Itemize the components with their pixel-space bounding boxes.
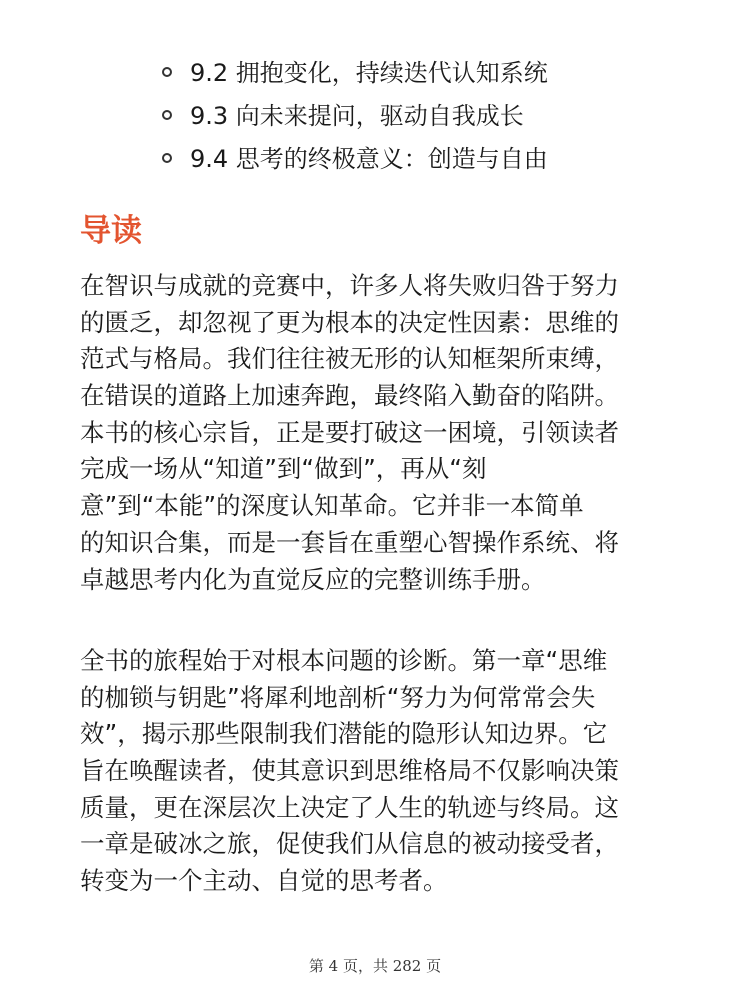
toc-item-label: 9.4 思考的终极意义：创造与自由 (190, 145, 548, 173)
text-line: 的知识合集，而是一套旨在重塑心智操作系统、将 (80, 527, 619, 557)
text-line: 在错误的道路上加速奔跑，最终陷入勤奋的陷阱。 (80, 381, 619, 411)
circle-bullet-icon (162, 153, 172, 163)
text-line: 完成一场从“知道”到“做到”，再从“刻 (80, 454, 487, 484)
text-line: 转变为一个主动、自觉的思考者。 (80, 866, 448, 896)
body-paragraph (80, 268, 680, 598)
table-of-contents (160, 52, 720, 181)
text-line: 的匮乏，却忽视了更为根本的决定性因素：思维的 (80, 307, 619, 337)
text-line: 意”到“本能”的深度认知革命。它并非一本简单 (80, 491, 584, 521)
text-line: 范式与格局。我们往往被无形的认知框架所束缚， (80, 344, 619, 374)
circle-bullet-icon (162, 67, 172, 77)
text-line: 全书的旅程始于对根本问题的诊断。第一章“思维 (80, 646, 608, 675)
text-line: 卓越思考内化为直觉反应的完整训练手册。 (80, 564, 546, 594)
circle-bullet-icon (162, 110, 172, 120)
section-heading: 导读 (80, 213, 142, 249)
toc-item[interactable] (160, 95, 720, 138)
text-line: 效”，揭示那些限制我们潜能的隐形认知边界。它 (80, 719, 608, 749)
body-paragraph (80, 643, 680, 900)
toc-item-label: 9.3 向未来提问，驱动自我成长 (190, 102, 524, 130)
toc-item-label: 9.2 拥抱变化，持续迭代认知系统 (190, 59, 548, 87)
text-line: 一章是破冰之旅，促使我们从信息的被动接受者， (80, 829, 619, 859)
text-line: 在智识与成就的竞赛中，许多人将失败归咎于努力 (80, 271, 619, 300)
text-line: 的枷锁与钥匙”将犀利地剖析“努力为何常常会失 (80, 682, 596, 712)
toc-item[interactable] (160, 138, 720, 181)
page-number-footer: 第 4 页，共 282 页 (308, 957, 442, 975)
text-line: 本书的核心宗旨，正是要打破这一困境，引领读者 (80, 417, 619, 447)
toc-item[interactable] (160, 52, 720, 95)
text-line: 旨在唤醒读者，使其意识到思维格局不仅影响决策 (80, 756, 619, 786)
text-line: 质量，更在深层次上决定了人生的轨迹与终局。这 (80, 792, 619, 822)
